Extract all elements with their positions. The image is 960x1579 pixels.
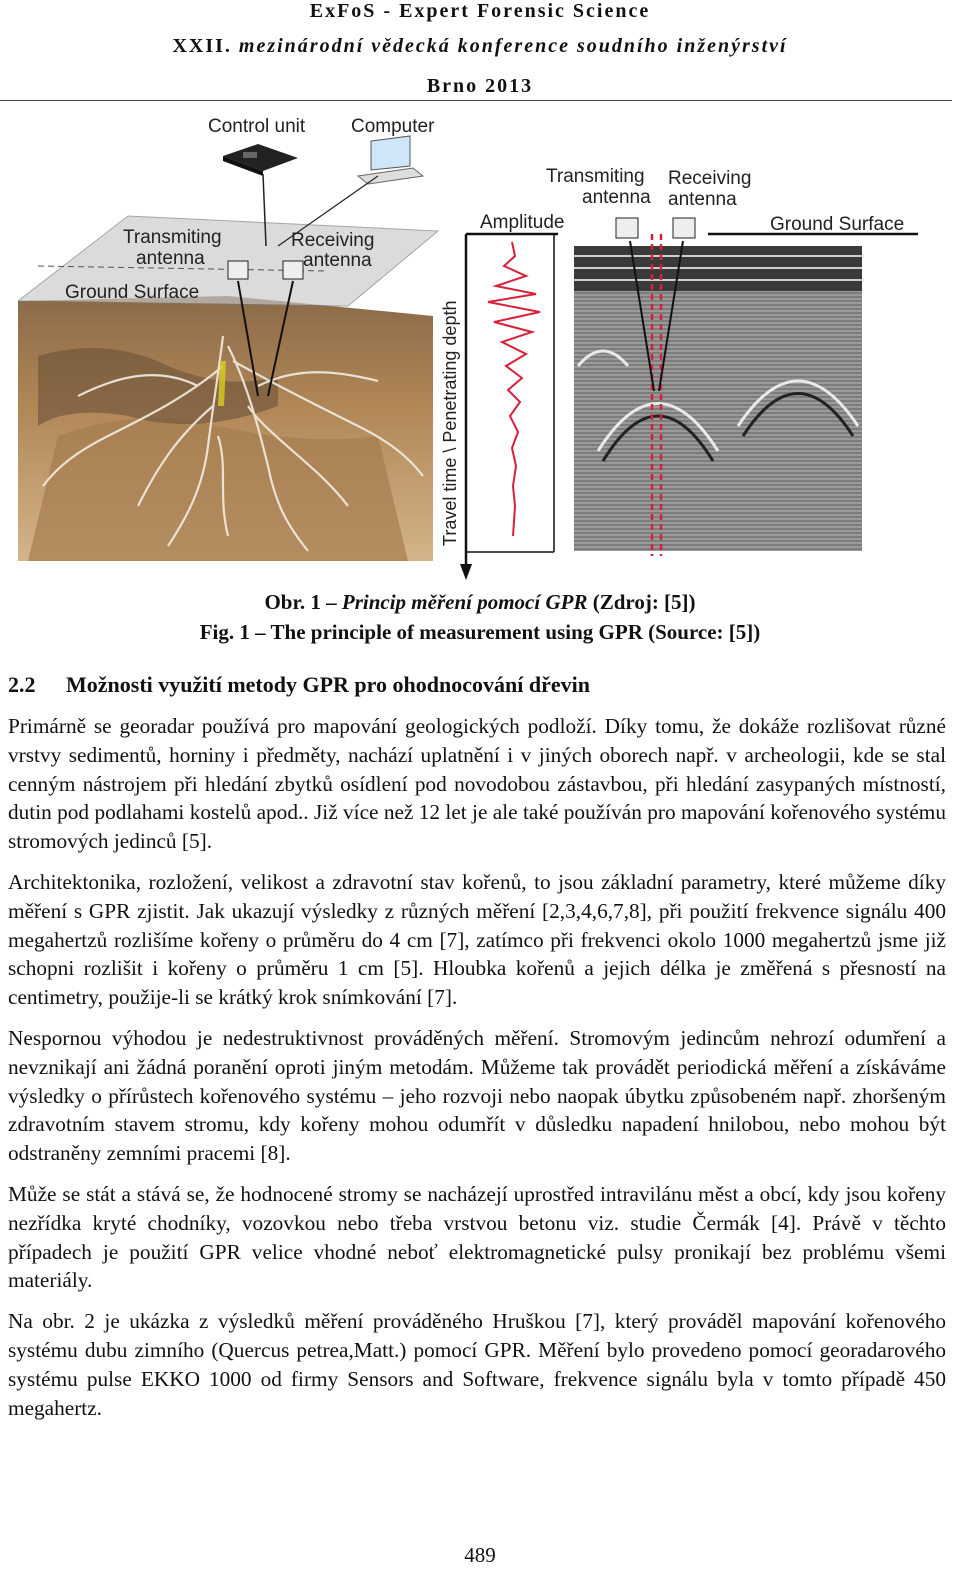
header-rule (0, 100, 952, 101)
paragraph: Na obr. 2 je ukázka z výsledků měření prováděného Hruškou [7], který prováděl mapování kořenového systému dubu zimního (Quercus petrea,Matt.) pomocí GPR. Měření bylo provedeno pomocí georadarového systému pulse EKKO 1000 od firmy Sensors and Software, frekvence signálu byla v tomto případě 450 megahertz. (8, 1309, 946, 1420)
label-ground-surface-left: Ground Surface (65, 282, 200, 303)
body-text (8, 712, 946, 1434)
antenna-boxes-right (616, 218, 695, 238)
label-receiving-right-2: antenna (668, 189, 737, 210)
label-computer: Computer (351, 116, 435, 137)
conference-number: XXII. (172, 35, 232, 57)
radargram-panel (574, 234, 862, 556)
axis-label-travel-time: Travel time \ Penetrating depth (440, 300, 460, 546)
label-ground-surface-right: Ground Surface (770, 214, 905, 235)
label-receiving-left: Receiving (291, 230, 375, 251)
label-transmitting-right-2: antenna (582, 187, 651, 208)
running-header-place-year: Brno 2013 (426, 75, 534, 97)
gpr-principle-figure (18, 106, 918, 584)
label-receiving-left-2: antenna (303, 250, 372, 271)
caption-cz-prefix: Obr. 1 – (264, 590, 342, 614)
conference-name: mezinárodní vědecká konference soudního inženýrství (238, 35, 788, 57)
computer-icon (358, 136, 423, 184)
paragraph: Může se stát a stává se, že hodnocené stromy se nacházejí uprostřed intravilánu měst a obcí, kdy jsou kořeny nezřídka kryté chodníky, vozovkou nebo třeba vrstvou betonu viz. studie Čermák [4]. Právě v těchto případech je použití GPR velice vhodné neboť elektromagnetické pulsy pronikají bez problému všemi materiály. (8, 1181, 946, 1293)
label-receiving-right: Receiving (668, 168, 752, 189)
section-number: 2.2 (8, 672, 36, 697)
amplitude-trace-panel (440, 234, 558, 580)
paragraph: Architektonika, rozložení, velikost a zdravotní stav kořenů, to jsou základní parametry, které můžeme díky měření s GPR zjistit. Jak ukazují výsledky z různých měření [2,3,4,6,7,8], při použití frekvence signálu 400 megahertzů rozlišíme kořeny o průměru do 4 cm [7], zatímco při frekvenci okolo 1000 megahertzů jsme již schopni rozlišit i kořeny o průměru 1 cm [5]. Hloubka kořenů a jejich délka je změřená s přesností na centimetry, použije-li se krátký krok snímkování [7]. (8, 869, 946, 1010)
figure-caption-en: Fig. 1 – The principle of measurement using GPR (Source: [5]) (199, 620, 761, 644)
label-transmitting-left: Transmiting (123, 227, 222, 248)
page-number: 489 (464, 1543, 496, 1567)
label-transmitting-right: Transmiting (546, 166, 645, 187)
label-control-unit: Control unit (208, 116, 306, 137)
section-heading (8, 672, 590, 698)
running-header-title: ExFoS - Expert Forensic Science (309, 0, 651, 22)
paragraph: Primárně se georadar používá pro mapování geologických podloží. Díky tomu, že dokáže rozlišovat různé vrstvy sedimentů, horniny i předměty, nachází uplatnění i v jiných oborech např. v archeologii, kde se stal cenným nástrojem při hledání zbytků osídlení pod novodobou zástavbou, při hledání zasypaných místností, dutin pod podlahami kostelů apod.. Již více než 12 let je ale také používán pro mapování kořenového systému stromových jedinců [5]. (8, 714, 946, 854)
label-amplitude: Amplitude (480, 212, 565, 233)
caption-cz-suffix: (Zdroj: [5]) (587, 590, 696, 614)
label-transmitting-left-2: antenna (136, 248, 205, 269)
paragraph: Nespornou výhodou je nedestruktivnost prováděných měření. Stromovým jedincům nehrozí odumření a nevznikají ani žádná poranění oproti jiným metodám. Můžeme tak provádět periodická měření a získáváme výsledky o přírůstech kořenového systému – jeho rozvoji nebo naopak úbytku způsobeném např. zhoršeným zdravotním stavem stromu, kdy kořeny mohou odumřít v důsledku napadení hnilobou, nebo mohou být odstraněny zemními pracemi [8]. (8, 1025, 946, 1166)
root-photo (18, 296, 433, 561)
section-title: Možnosti využití metody GPR pro ohodnocování dřevin (66, 672, 590, 697)
control-unit-icon (223, 144, 298, 176)
caption-cz-title: Princip měření pomocí GPR (341, 590, 588, 614)
running-header-conference (0, 34, 960, 58)
figure-caption-cz (0, 590, 960, 615)
